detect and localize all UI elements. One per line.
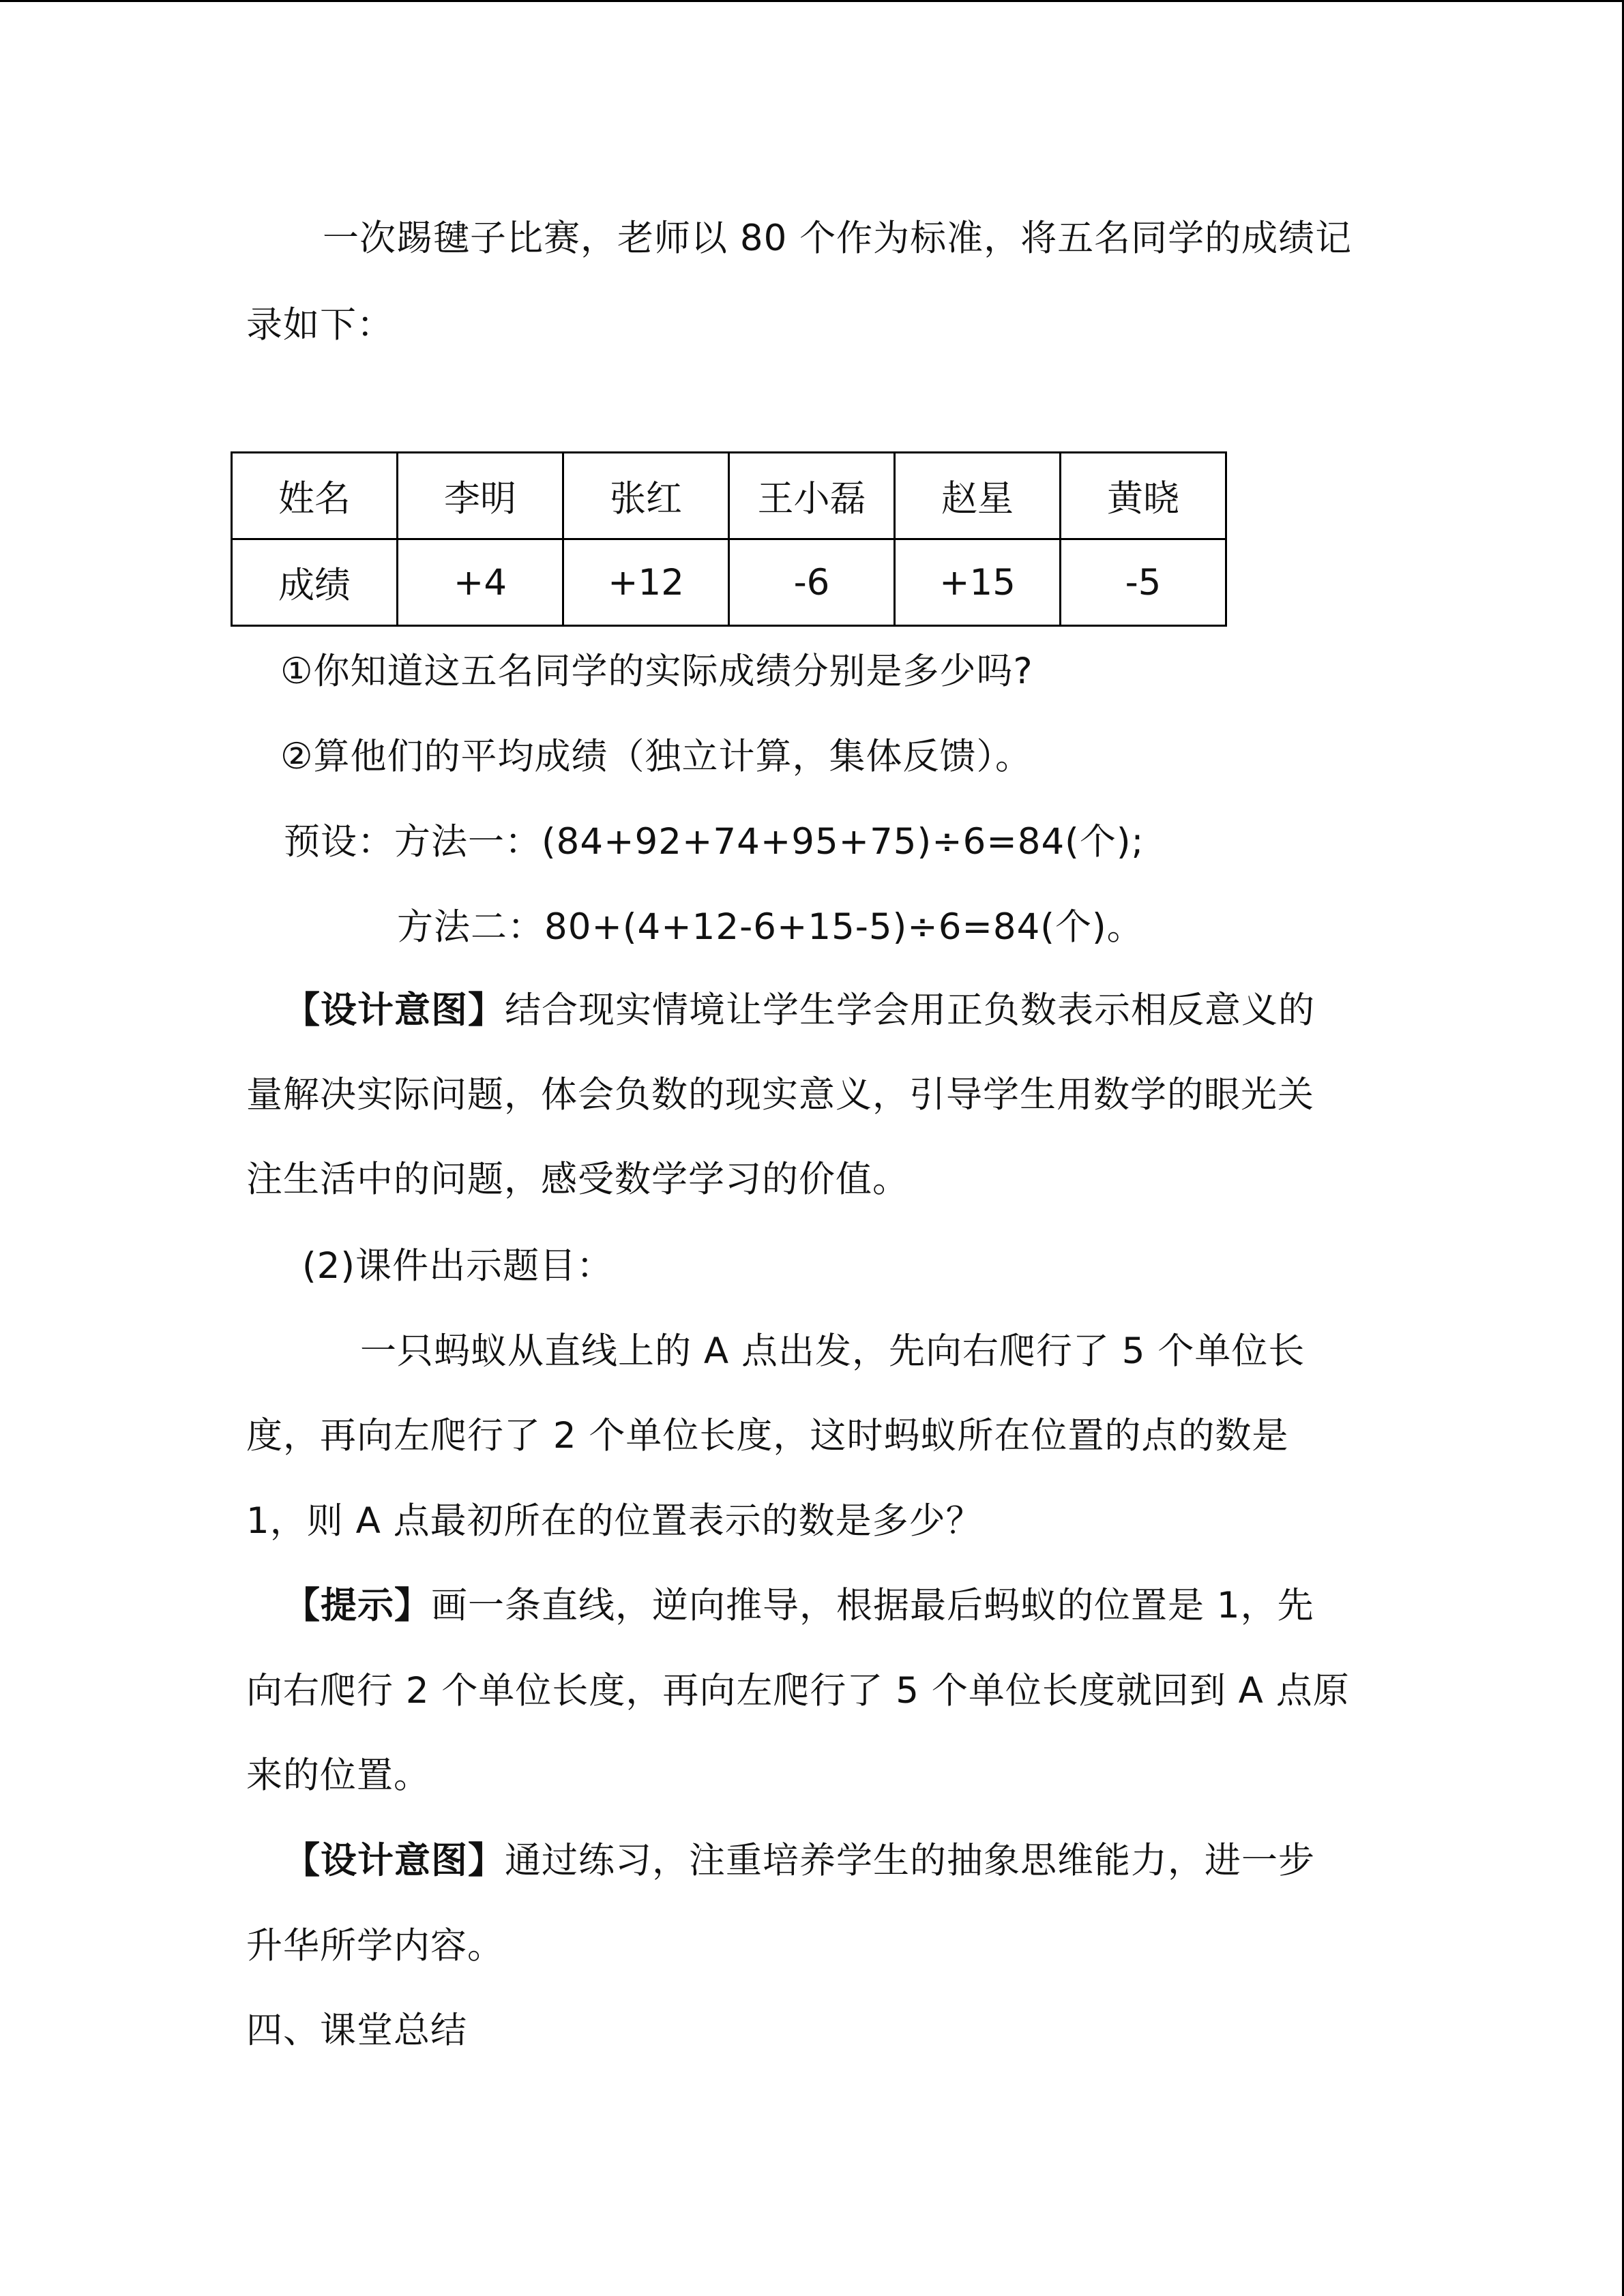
table-score-row — [232, 539, 1226, 626]
design-intent-2-line-1 — [284, 1834, 1315, 1888]
design-intent-1-line-1 — [284, 983, 1315, 1038]
intro-line-1: 一次踢毽子比赛，老师以 80 个作为标准，将五名同学的成绩记 — [323, 218, 1353, 259]
table-cell: -6 — [729, 539, 895, 626]
table-cell: 姓名 — [232, 453, 398, 539]
hint-line-3: 来的位置。 — [246, 1755, 430, 1796]
hint-label: 【提示】 — [284, 1585, 431, 1626]
hint-text: 画一条直线，逆向推导，根据最后蚂蚁的位置是 1，先 — [431, 1585, 1314, 1626]
table-cell: 赵星 — [895, 453, 1061, 539]
design-intent-text: 结合现实情境让学生学会用正负数表示相反意义的 — [505, 989, 1315, 1031]
page-border-top — [0, 0, 1624, 2]
table-cell: +12 — [563, 539, 729, 626]
design-intent-text: 通过练习，注重培养学生的抽象思维能力，进一步 — [505, 1840, 1315, 1881]
table-cell: 成绩 — [232, 539, 398, 626]
table-cell: 王小磊 — [729, 453, 895, 539]
table-cell: 张红 — [563, 453, 729, 539]
problem-2-title: (2)课件出示题目： — [302, 1245, 614, 1287]
table-cell: 黄晓 — [1061, 453, 1226, 539]
score-table — [231, 451, 1227, 627]
problem-2-line-3: 1，则 A 点最初所在的位置表示的数是多少？ — [246, 1500, 983, 1542]
table-cell: +15 — [895, 539, 1061, 626]
table-header-row — [232, 453, 1226, 539]
question-1: ①你知道这五名同学的实际成绩分别是多少吗? — [280, 651, 1033, 692]
method-1: 预设：方法一：(84+92+74+95+75)÷6=84(个); — [284, 821, 1145, 863]
table-cell: -5 — [1061, 539, 1226, 626]
design-intent-1-line-2: 量解决实际问题，体会负数的现实意义，引导学生用数学的眼光关 — [246, 1074, 1314, 1116]
table-cell: 李明 — [398, 453, 563, 539]
problem-2-line-2: 度，再向左爬行了 2 个单位长度，这时蚂蚁所在位置的点的数是 — [246, 1415, 1289, 1457]
hint-line-1 — [284, 1579, 1314, 1633]
design-intent-label: 【设计意图】 — [284, 1840, 505, 1881]
table-cell: +4 — [398, 539, 563, 626]
problem-2-line-1: 一只蚂蚁从直线上的 A 点出发，先向右爬行了 5 个单位长 — [360, 1330, 1305, 1372]
design-intent-1-line-3: 注生活中的问题，感受数学学习的价值。 — [246, 1159, 909, 1200]
hint-line-2: 向右爬行 2 个单位长度，再向左爬行了 5 个单位长度就回到 A 点原 — [246, 1670, 1350, 1712]
question-2: ②算他们的平均成绩（独立计算，集体反馈）。 — [280, 736, 1033, 777]
section-4-title: 四、课堂总结 — [246, 2010, 467, 2051]
intro-line-2: 录如下： — [246, 304, 394, 346]
design-intent-2-line-2: 升华所学内容。 — [246, 1925, 504, 1967]
method-2: 方法二：80+(4+12-6+15-5)÷6=84(个)。 — [397, 906, 1144, 948]
design-intent-label: 【设计意图】 — [284, 989, 505, 1031]
